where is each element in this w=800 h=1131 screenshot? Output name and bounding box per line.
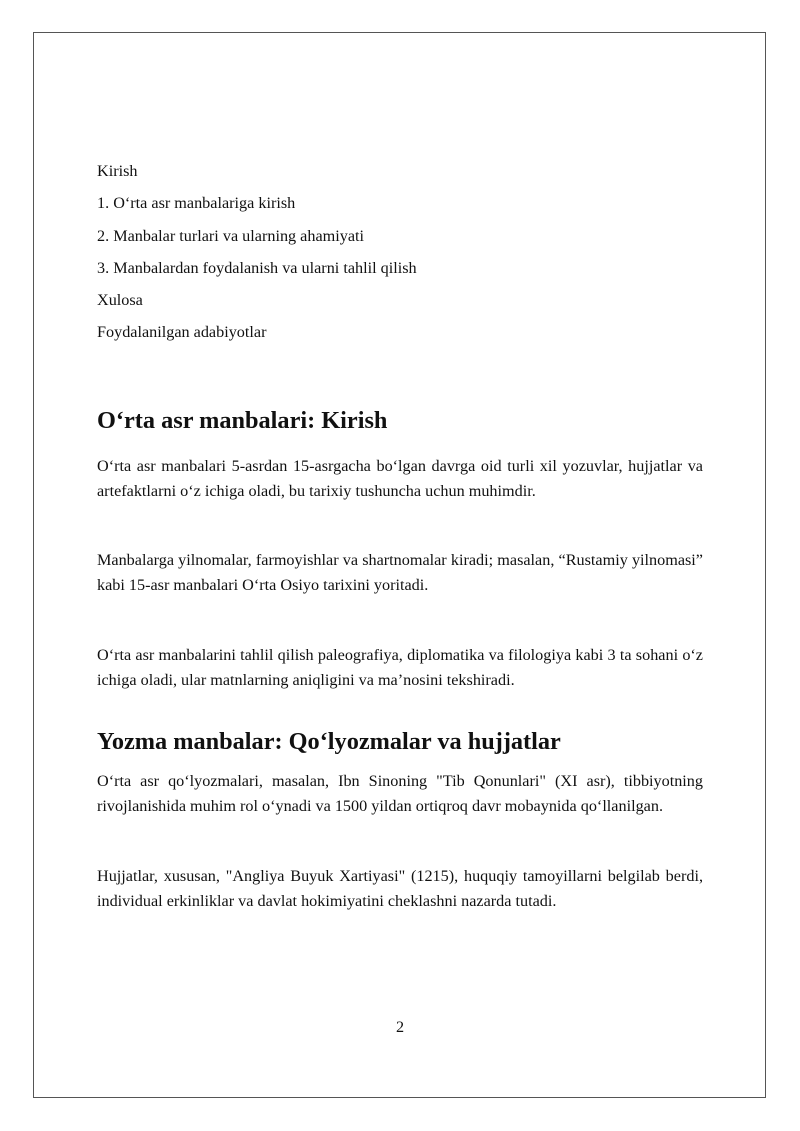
paragraph: O‘rta asr manbalarini tahlil qilish paleografiya, diplomatika va filologiya kabi 3 ta sohani o‘z ichiga oladi, ular matnlarning aniqligini va ma’nosini tekshiradi. — [97, 646, 703, 690]
toc-item-3: 3. Manbalardan foydalanish va ularni tahlil qilish — [97, 258, 417, 277]
table-of-contents — [97, 159, 703, 345]
toc-item-intro: Kirish — [97, 162, 138, 180]
toc-item-conclusion: Xulosa — [97, 291, 143, 310]
toc-item-2: 2. Manbalar turlari va ularning ahamiyati — [97, 226, 364, 245]
section-heading-written-sources: Yozma manbalar: Qo‘lyozmalar va hujjatlar — [97, 728, 561, 756]
section-heading-intro: O‘rta asr manbalari: Kirish — [97, 407, 388, 435]
paragraph: Hujjatlar, xususan, "Angliya Buyuk Xartiyasi" (1215), huquqiy tamoyillarni belgilab berdi, individual erkinliklar va davlat hokimiyatini cheklashni nazarda tutadi. — [97, 867, 703, 911]
paragraph: O‘rta asr manbalari 5-asrdan 15-asrgacha bo‘lgan davrga oid turli xil yozuvlar, hujjatlar va artefaktlarni o‘z ichiga oladi, bu tarixiy tushuncha uchun muhimdir. — [97, 457, 703, 501]
paragraph: Manbalarga yilnomalar, farmoyishlar va shartnomalar kiradi; masalan, “Rustamiy yilnomasi” kabi 15-asr manbalari O‘rta Osiyo tarixini yoritadi. — [97, 551, 703, 595]
page-number: 2 — [395, 1018, 405, 1036]
page-content — [97, 159, 703, 914]
paragraph: O‘rta asr qo‘lyozmalari, masalan, Ibn Sinoning "Tib Qonunlari" (XI asr), tibbiyotning rivojlanishida muhim rol o‘ynadi va 1500 yildan ortiqroq davr mobaynida qo‘llanilgan. — [97, 772, 703, 816]
toc-item-references: Foydalanilgan adabiyotlar — [97, 323, 267, 342]
toc-item-1: 1. O‘rta asr manbalariga kirish — [97, 194, 296, 213]
